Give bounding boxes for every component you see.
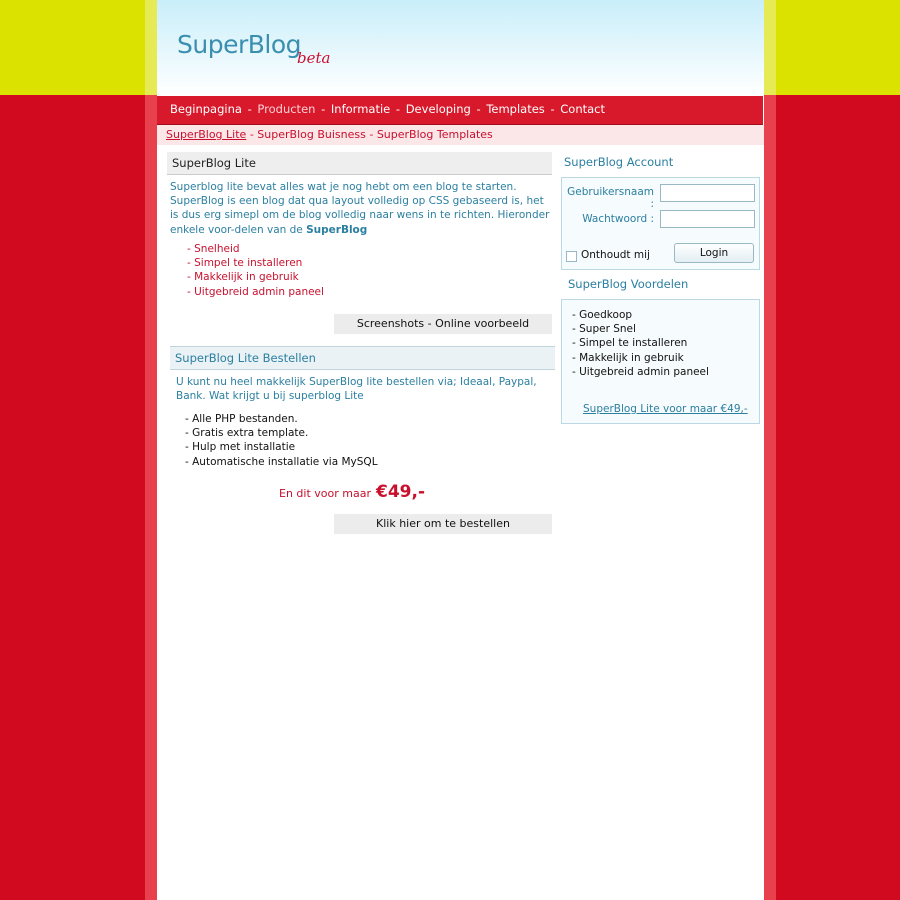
list-item: - Hulp met installatie: [185, 441, 296, 454]
nav-item-developing[interactable]: Developing: [405, 102, 471, 116]
subnav-item-buisness[interactable]: SuperBlog Buisness: [257, 128, 366, 141]
list-item: - Alle PHP bestanden.: [185, 413, 298, 425]
lite-feature-list: [187, 242, 324, 299]
account-panel: [561, 177, 760, 270]
list-item: - Super Snel: [572, 323, 636, 336]
login-button[interactable]: Login: [674, 243, 754, 263]
screenshots-button[interactable]: Screenshots - Online voorbeeld: [334, 314, 552, 334]
list-item: - Gratis extra template.: [185, 427, 309, 440]
price-value: €49,-: [376, 482, 425, 502]
list-item: - Makkelijk in gebruik: [572, 351, 684, 364]
logo-beta: beta: [297, 49, 331, 67]
nav-separator: -: [395, 102, 401, 116]
lite-intro-bold: SuperBlog: [306, 223, 368, 236]
advantages-title: SuperBlog Voordelen: [568, 277, 689, 291]
nav-item-templates[interactable]: Templates: [486, 102, 545, 116]
nav-item-informatie[interactable]: Informatie: [330, 102, 391, 116]
username-label: Gebruikersnaam :: [567, 186, 654, 210]
list-item: - Makkelijk in gebruik: [187, 271, 299, 284]
list-item: - Uitgebreid admin paneel: [187, 285, 324, 298]
remember-label: Onthoudt mij: [581, 249, 650, 261]
top-side-right: [764, 0, 776, 95]
order-intro: U kunt nu heel makkelijk SuperBlog lite bestellen via; Ideaal, Paypal, Bank. Wat krijgt u bij superblog Lite: [176, 376, 537, 403]
lite-intro: [170, 180, 550, 237]
order-section-title: SuperBlog Lite Bestellen: [170, 346, 555, 370]
advantages-list: [572, 308, 709, 379]
top-side-left: [145, 0, 157, 95]
sub-nav: [157, 125, 764, 145]
advantages-panel: [561, 299, 760, 424]
nav-item-beginpagina[interactable]: Beginpagina: [170, 102, 242, 116]
account-title: SuperBlog Account: [564, 155, 674, 169]
password-input[interactable]: [660, 210, 755, 228]
main-nav: [157, 96, 763, 125]
side-strip-left: [145, 95, 157, 900]
subnav-separator: -: [249, 128, 254, 141]
list-item: - Snelheid: [187, 243, 240, 255]
nav-separator: -: [247, 102, 252, 116]
subnav-separator: -: [369, 128, 374, 141]
list-item: - Simpel te installeren: [572, 337, 688, 350]
nav-separator: -: [550, 102, 555, 116]
header: [157, 0, 764, 96]
subnav-item-lite[interactable]: SuperBlog Lite: [166, 128, 247, 141]
list-item: - Goedkoop: [572, 309, 633, 321]
list-item: - Uitgebreid admin paneel: [572, 365, 709, 378]
password-label: Wachtwoord :: [582, 213, 654, 225]
nav-separator: -: [476, 102, 481, 116]
site-logo[interactable]: SuperBlog: [177, 30, 302, 59]
list-item: - Automatische installatie via MySQL: [185, 455, 378, 468]
lite-intro-text: Superblog lite bevat alles wat je nog hebt om een blog te starten. SuperBlog is een blog dat qua layout volledig op CSS gebaseerd is, het is dus erg simepl om de blog volledig naar wens in te richten. Hieronder enkele voor-delen van de: [170, 181, 550, 236]
nav-item-contact[interactable]: Contact: [560, 102, 605, 116]
price-label: En dit voor maar: [279, 487, 371, 500]
nav-separator: -: [321, 102, 326, 116]
order-button[interactable]: Klik hier om te bestellen: [334, 514, 552, 534]
remember-checkbox[interactable]: [566, 251, 577, 262]
list-item: - Simpel te installeren: [187, 257, 303, 270]
subnav-item-templates[interactable]: SuperBlog Templates: [376, 128, 493, 141]
order-item-list: [185, 412, 378, 469]
side-strip-right: [764, 95, 776, 900]
nav-item-producten[interactable]: Producten: [257, 102, 316, 116]
advantages-price-link[interactable]: SuperBlog Lite voor maar €49,-: [583, 403, 748, 415]
lite-section-title: SuperBlog Lite: [167, 152, 552, 175]
page-container: [157, 0, 764, 900]
username-input[interactable]: [660, 184, 755, 202]
